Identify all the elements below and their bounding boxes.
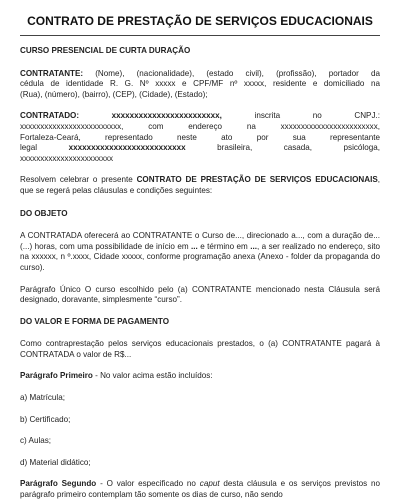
paragrafo-unico: Parágrafo Único O curso escolhido pelo (a) CONTRATANTE mencionado nesta Cláusula será designado, doravante, simplesmente “curso”.: [20, 284, 380, 305]
paragrafo-segundo-text-a: - O valor especificado no: [96, 479, 200, 489]
list-item-matricula: a) Matrícula;: [20, 393, 65, 403]
list-item-material: d) Material didático;: [20, 457, 91, 467]
contratante-label: CONTRATANTE:: [20, 68, 84, 78]
paragrafo-primeiro-text: - No valor acima estão incluídos:: [92, 371, 213, 381]
end-date-placeholder: ...: [250, 241, 257, 251]
resolvem-paragraph: [20, 175, 380, 196]
list-item-certificado: b) Certificado;: [20, 414, 71, 424]
contratado-name: xxxxxxxxxxxxxxxxxxxxxxxx,: [111, 111, 222, 121]
course-subtitle: CURSO PRESENCIAL DE CURTA DURAÇÃO: [20, 46, 191, 55]
contratante-line1: (Nome), (nacionalidade), (estado civil), (profissão), portador da: [83, 68, 380, 78]
caput-term: caput: [199, 479, 220, 489]
objeto-text-a: A CONTRATADA oferecerá ao CONTRATANTE o Curso de..., direcionado a..., com a duração de... (...) horas, com uma possibilidade de início em: [20, 231, 380, 251]
paragrafo-segundo: [20, 479, 380, 500]
list-item-aulas: c) Aulas;: [20, 436, 52, 446]
contratado-label: CONTRATADO:: [20, 111, 80, 121]
objeto-text-c: e término em: [197, 241, 251, 251]
paragrafo-segundo-label: Parágrafo Segundo: [20, 479, 97, 489]
start-date-placeholder: ...: [191, 241, 198, 251]
section-heading-valor: DO VALOR E FORMA DE PAGAMENTO: [20, 316, 169, 326]
contratado-cnpj: inscrita no CNPJ.:: [254, 111, 380, 121]
paragrafo-segundo-text-b: desta cláusula e os serviços previstos no parágrafo primeiro contemplam tão somente os dias de curso, não sendo: [20, 479, 381, 500]
paragrafo-primeiro: [20, 371, 380, 382]
resolvem-tail: , que se regerá pelas cláusulas e condições seguintes:: [20, 175, 381, 195]
contratado-legal-prefix: legal: [20, 143, 69, 153]
section-heading-objeto: DO OBJETO: [20, 208, 68, 218]
objeto-text-d: , a ser realizado no endereço, sito na xxxxxx, n º.xxxx, Cidade xxxxx, conforme programação anexa (Anexo - folder da propaganda do curso).: [20, 241, 380, 272]
contratante-line3: (Rua), (número), (bairro), (CEP), (Cidade), (Estado);: [20, 89, 208, 99]
contract-name-bold: CONTRATO DE PRESTAÇÃO DE SERVIÇOS EDUCACIONAIS: [136, 175, 378, 185]
contratante-paragraph: [20, 69, 380, 101]
contratante-line2: cédula de identidade R. G. Nº xxxxx e CPF/MF nº xxxxx, residente e domiciliado na: [20, 79, 380, 89]
valor-paragraph: Como contraprestação pelos serviços educacionais prestados, o (a) CONTRATANTE pagará à CONTRATADA o valor de R$...: [20, 339, 380, 359]
contratado-paragraph: [20, 111, 380, 164]
representative-name: xxxxxxxxxxxxxxxxxxxxxxxxxx: [68, 143, 186, 153]
contratado-line5: xxxxxxxxxxxxxxxxxxxxxxx: [20, 153, 114, 163]
document-title: CONTRATO DE PRESTAÇÃO DE SERVIÇOS EDUCACIONAIS: [27, 14, 373, 28]
objeto-paragraph: [20, 231, 380, 273]
resolvem-text: Resolvem celebrar o presente: [20, 175, 137, 185]
contratado-line2: xxxxxxxxxxxxxxxxxxxxxxxxx, com endereço na xxxxxxxxxxxxxxxxxxxxxxxx,: [20, 121, 380, 131]
paragrafo-primeiro-label: Parágrafo Primeiro: [20, 371, 93, 381]
contratado-line3: Fortaleza-Ceará, representado neste ato por sua representante: [20, 132, 380, 142]
representative-details: brasileira, casada, psicóloga,: [185, 143, 380, 153]
